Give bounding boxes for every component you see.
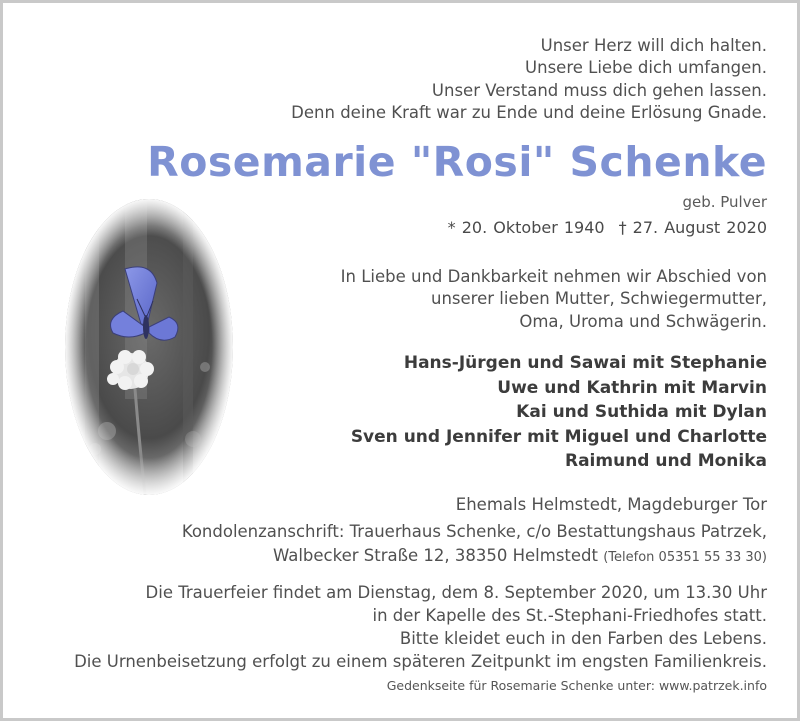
funeral-line: Bitte kleidet euch in den Farben des Lebens.	[399, 629, 767, 648]
deceased-name: Rosemarie "Rosi" Schenke	[147, 138, 767, 186]
family-line: Uwe und Kathrin mit Marvin	[497, 377, 767, 398]
family-line: Sven und Jennifer mit Miguel und Charlotte	[350, 426, 767, 447]
condolence-phone: (Telefon 05351 55 33 30)	[603, 550, 767, 565]
birth-date: * 20. Oktober 1940	[447, 218, 605, 237]
poem	[291, 35, 767, 125]
poem-line: Unsere Liebe dich umfangen.	[525, 58, 767, 78]
funeral-line: Die Trauerfeier findet am Dienstag, dem 8. September 2020, um 13.30 Uhr	[145, 583, 767, 602]
condolence-street: Walbecker Straße 12, 38350 Helmstedt	[272, 546, 598, 565]
butterfly-on-flower-icon	[65, 199, 233, 495]
family-list	[351, 351, 767, 474]
intro-line: In Liebe und Dankbarkeit nehmen wir Abschied von	[340, 267, 767, 286]
intro-line: unserer lieben Mutter, Schwiegermutter,	[431, 289, 767, 309]
condolence-address	[182, 520, 767, 570]
family-line: Hans-Jürgen und Sawai mit Stephanie	[403, 353, 767, 373]
poem-line: Unser Verstand muss dich gehen lassen.	[431, 80, 767, 100]
condolence-line: Kondolenzanschrift: Trauerhaus Schenke, c/o Bestattungshaus Patrzek,	[181, 522, 767, 541]
death-date: † 27. August 2020	[618, 218, 767, 237]
funeral-line: in der Kapelle des St.-Stephani-Friedhofes statt.	[372, 606, 767, 625]
butterfly-photo	[65, 199, 233, 495]
poem-line: Denn deine Kraft war zu Ende und deine Erlösung Gnade.	[291, 103, 767, 123]
intro-text	[341, 266, 767, 333]
intro-line: Oma, Uroma und Schwägerin.	[519, 311, 767, 331]
birth-name: geb. Pulver	[682, 193, 767, 211]
memorial-page-link[interactable]: Gedenkseite für Rosemarie Schenke unter: www.patrzek.info	[386, 678, 767, 693]
funeral-line: Die Urnenbeisetzung erfolgt zu einem späteren Zeitpunkt im engsten Familienkreis.	[74, 652, 767, 671]
poem-line: Unser Herz will dich halten.	[540, 36, 767, 55]
funeral-info	[74, 581, 767, 673]
life-dates	[448, 218, 767, 237]
condolence-line	[182, 544, 767, 570]
former-residence: Ehemals Helmstedt, Magdeburger Tor	[455, 495, 767, 514]
family-line: Kai und Suthida mit Dylan	[516, 402, 767, 422]
family-line: Raimund und Monika	[565, 451, 767, 471]
